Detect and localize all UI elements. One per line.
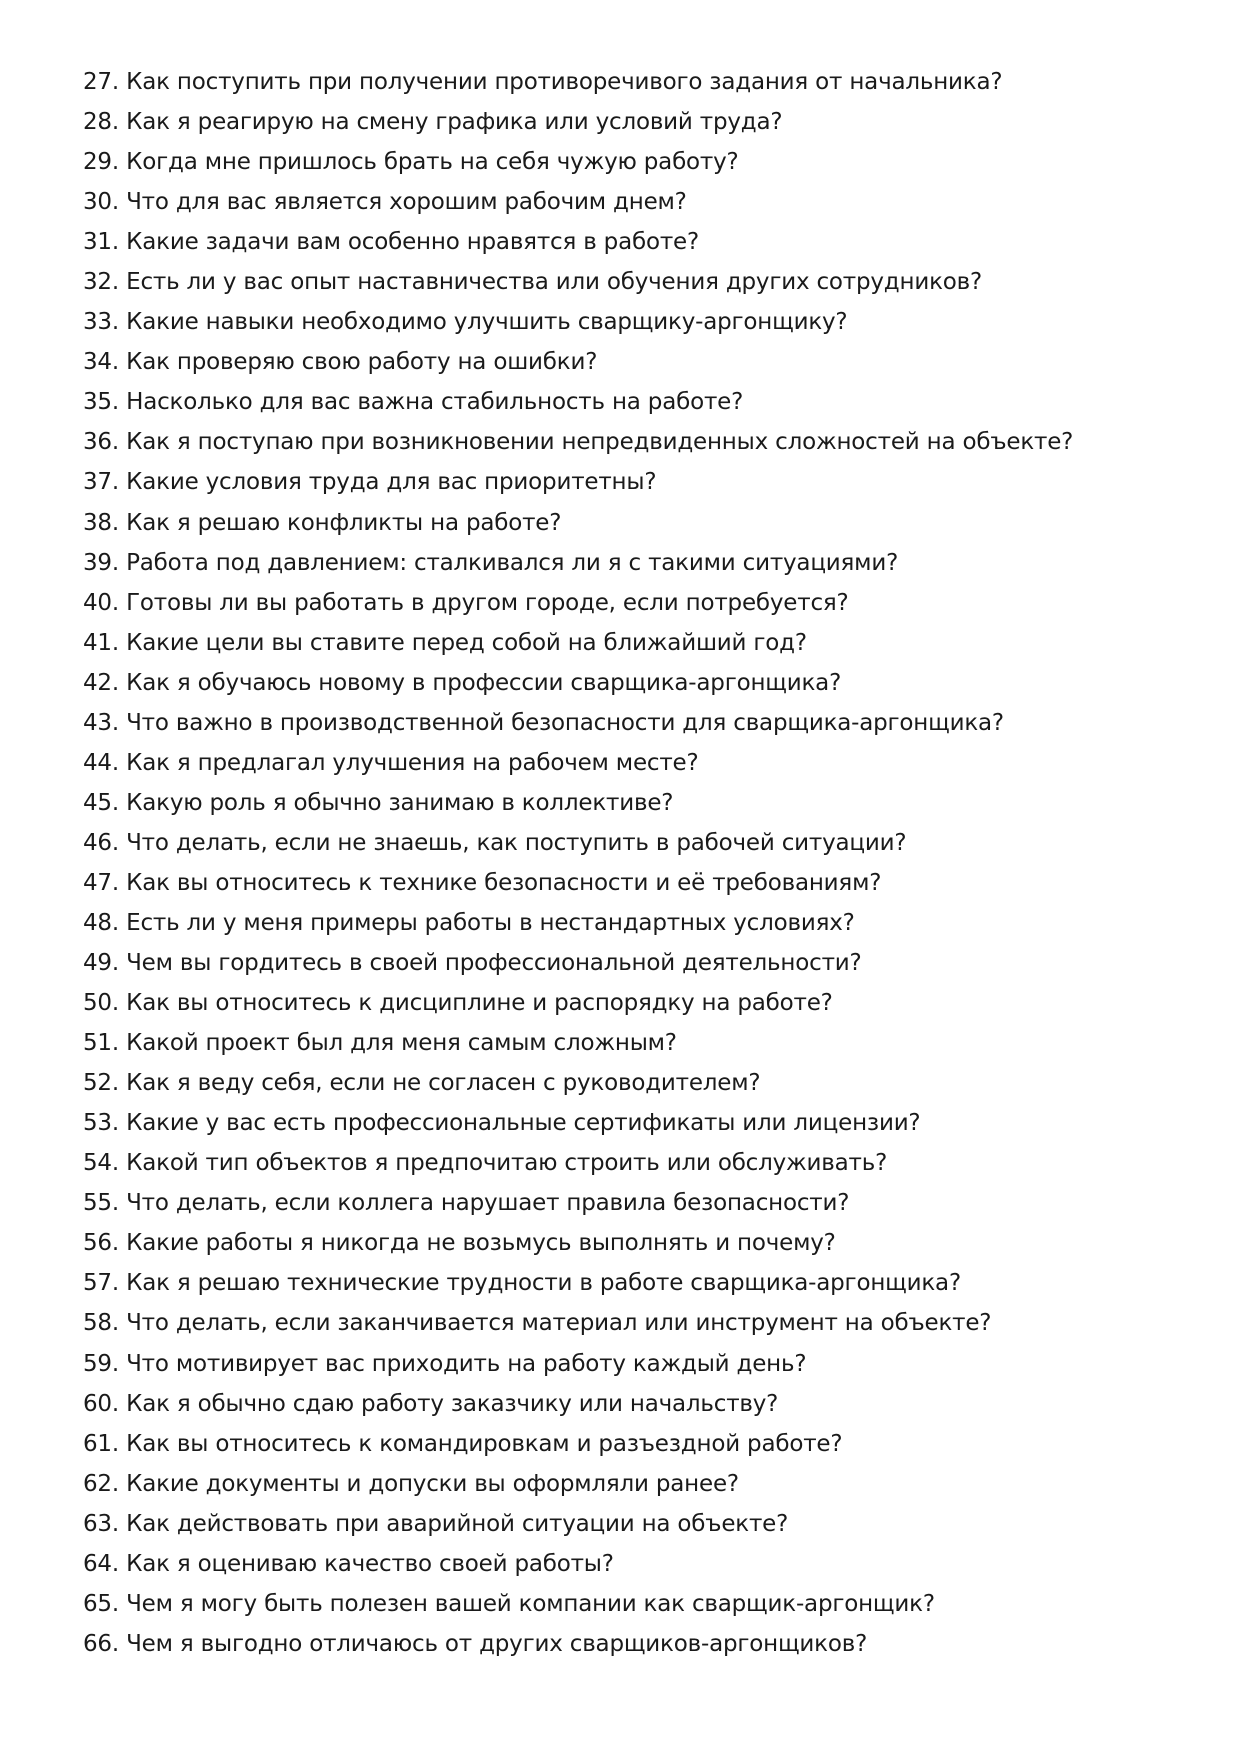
question-text: Как я реагирую на смену графика или условий труда?: [126, 109, 783, 136]
question-text: Какие условия труда для вас приоритетны?: [126, 469, 657, 496]
question-item: [83, 1103, 1073, 1143]
question-text: Какие навыки необходимо улучшить сварщику-аргонщику?: [126, 309, 848, 336]
question-item: [83, 503, 1073, 543]
question-number: 53.: [83, 1110, 119, 1137]
question-number: 58.: [83, 1310, 119, 1337]
question-item: [83, 1303, 1073, 1343]
question-number: 35.: [83, 389, 119, 416]
question-item: [83, 1023, 1073, 1063]
question-item: [83, 1624, 1073, 1664]
question-item: [83, 1464, 1073, 1504]
question-text: Что для вас является хорошим рабочим днем?: [126, 189, 687, 216]
question-item: [83, 543, 1073, 583]
question-text: Работа под давлением: сталкивался ли я с такими ситуациями?: [126, 549, 899, 576]
question-number: 50.: [83, 990, 119, 1017]
question-text: Что делать, если заканчивается материал или инструмент на объекте?: [126, 1310, 992, 1337]
question-number: 32.: [83, 269, 119, 296]
question-item: [83, 1063, 1073, 1103]
question-text: Как я обучаюсь новому в профессии сварщика-аргонщика?: [126, 669, 842, 696]
question-item: [83, 983, 1073, 1023]
question-text: Как поступить при получении противоречивого задания от начальника?: [126, 69, 1003, 95]
question-number: 57.: [83, 1270, 119, 1297]
question-item: [83, 943, 1073, 983]
question-text: Как я поступаю при возникновении непредвиденных сложностей на объекте?: [126, 429, 1074, 456]
question-item: [83, 623, 1073, 663]
question-item: [83, 382, 1073, 422]
question-text: Как я решаю технические трудности в работе сварщика-аргонщика?: [126, 1270, 961, 1297]
question-item: [83, 1183, 1073, 1223]
question-number: 43.: [83, 709, 119, 736]
question-number: 28.: [83, 109, 119, 136]
question-text: Какой тип объектов я предпочитаю строить или обслуживать?: [126, 1150, 888, 1177]
question-item: [83, 1223, 1073, 1263]
question-text: Что мотивирует вас приходить на работу каждый день?: [126, 1350, 807, 1377]
question-item: [83, 462, 1073, 502]
question-number: 66.: [83, 1630, 119, 1657]
question-item: [83, 1544, 1073, 1584]
question-number: 42.: [83, 669, 119, 696]
question-text: Как я предлагал улучшения на рабочем месте?: [126, 749, 699, 776]
question-item: [83, 342, 1073, 382]
question-number: 51.: [83, 1030, 119, 1057]
question-text: Какие цели вы ставите перед собой на ближайший год?: [126, 629, 807, 656]
question-item: [83, 903, 1073, 943]
question-item: [83, 823, 1073, 863]
question-item: [83, 302, 1073, 342]
question-item: [83, 863, 1073, 903]
question-number: 61.: [83, 1430, 119, 1457]
question-item: [83, 62, 1073, 102]
question-text: Как вы относитесь к технике безопасности и её требованиям?: [126, 869, 882, 896]
question-number: 55.: [83, 1190, 119, 1217]
question-item: [83, 743, 1073, 783]
question-text: Какой проект был для меня самым сложным?: [126, 1030, 677, 1057]
question-text: Насколько для вас важна стабильность на работе?: [126, 389, 744, 416]
question-item: [83, 222, 1073, 262]
question-list: [83, 62, 1073, 1664]
question-text: Как вы относитесь к дисциплине и распорядку на работе?: [126, 990, 833, 1017]
question-number: 31.: [83, 229, 119, 256]
question-number: 38.: [83, 509, 119, 536]
question-item: [83, 703, 1073, 743]
question-text: Как я решаю конфликты на работе?: [126, 509, 562, 536]
question-text: Как действовать при аварийной ситуации на объекте?: [126, 1510, 789, 1537]
question-text: Что важно в производственной безопасности для сварщика-аргонщика?: [126, 709, 1004, 736]
question-number: 64.: [83, 1550, 119, 1577]
question-text: Готовы ли вы работать в другом городе, если потребуется?: [126, 589, 849, 616]
question-number: 49.: [83, 950, 119, 977]
question-item: [83, 182, 1073, 222]
question-text: Как я обычно сдаю работу заказчику или начальству?: [126, 1390, 779, 1417]
question-number: 37.: [83, 469, 119, 496]
question-item: [83, 663, 1073, 703]
question-text: Какие документы и допуски вы оформляли ранее?: [126, 1470, 739, 1497]
question-number: 36.: [83, 429, 119, 456]
question-text: Как вы относитесь к командировкам и разъездной работе?: [126, 1430, 843, 1457]
question-text: Есть ли у меня примеры работы в нестандартных условиях?: [126, 909, 855, 936]
question-number: 45.: [83, 789, 119, 816]
question-text: Что делать, если не знаешь, как поступить в рабочей ситуации?: [126, 829, 907, 856]
question-item: [83, 1384, 1073, 1424]
question-item: [83, 1424, 1073, 1464]
question-number: 40.: [83, 589, 119, 616]
question-item: [83, 1263, 1073, 1303]
question-item: [83, 783, 1073, 823]
question-text: Какие у вас есть профессиональные сертификаты или лицензии?: [126, 1110, 921, 1137]
question-item: [83, 1143, 1073, 1183]
question-text: Как я веду себя, если не согласен с руководителем?: [126, 1070, 761, 1097]
question-number: 33.: [83, 309, 119, 336]
question-number: 62.: [83, 1470, 119, 1497]
question-text: Чем вы гордитесь в своей профессиональной деятельности?: [126, 950, 862, 977]
question-number: 27.: [83, 69, 119, 95]
question-text: Как я оцениваю качество своей работы?: [126, 1550, 614, 1577]
question-number: 54.: [83, 1150, 119, 1177]
question-number: 39.: [83, 549, 119, 576]
question-number: 29.: [83, 149, 119, 176]
question-number: 56.: [83, 1230, 119, 1257]
question-number: 47.: [83, 869, 119, 896]
question-number: 30.: [83, 189, 119, 216]
question-item: [83, 262, 1073, 302]
question-number: 52.: [83, 1070, 119, 1097]
question-text: Что делать, если коллега нарушает правила безопасности?: [126, 1190, 850, 1217]
question-number: 59.: [83, 1350, 119, 1377]
question-text: Какие работы я никогда не возьмусь выполнять и почему?: [126, 1230, 836, 1257]
question-item: [83, 1504, 1073, 1544]
question-number: 44.: [83, 749, 119, 776]
question-item: [83, 102, 1073, 142]
question-text: Чем я выгодно отличаюсь от других сварщиков-аргонщиков?: [126, 1630, 868, 1657]
question-number: 34.: [83, 349, 119, 376]
question-number: 63.: [83, 1510, 119, 1537]
question-text: Какие задачи вам особенно нравятся в работе?: [126, 229, 699, 256]
question-number: 60.: [83, 1390, 119, 1417]
question-item: [83, 1344, 1073, 1384]
question-number: 41.: [83, 629, 119, 656]
question-text: Чем я могу быть полезен вашей компании как сварщик-аргонщик?: [126, 1590, 935, 1617]
question-number: 48.: [83, 909, 119, 936]
question-item: [83, 422, 1073, 462]
question-text: Когда мне пришлось брать на себя чужую работу?: [126, 149, 739, 176]
question-number: 46.: [83, 829, 119, 856]
question-text: Какую роль я обычно занимаю в коллективе?: [126, 789, 674, 816]
question-text: Как проверяю свою работу на ошибки?: [126, 349, 598, 376]
question-number: 65.: [83, 1590, 119, 1617]
question-item: [83, 142, 1073, 182]
question-text: Есть ли у вас опыт наставничества или обучения других сотрудников?: [126, 269, 983, 296]
question-item: [83, 1584, 1073, 1624]
question-item: [83, 583, 1073, 623]
